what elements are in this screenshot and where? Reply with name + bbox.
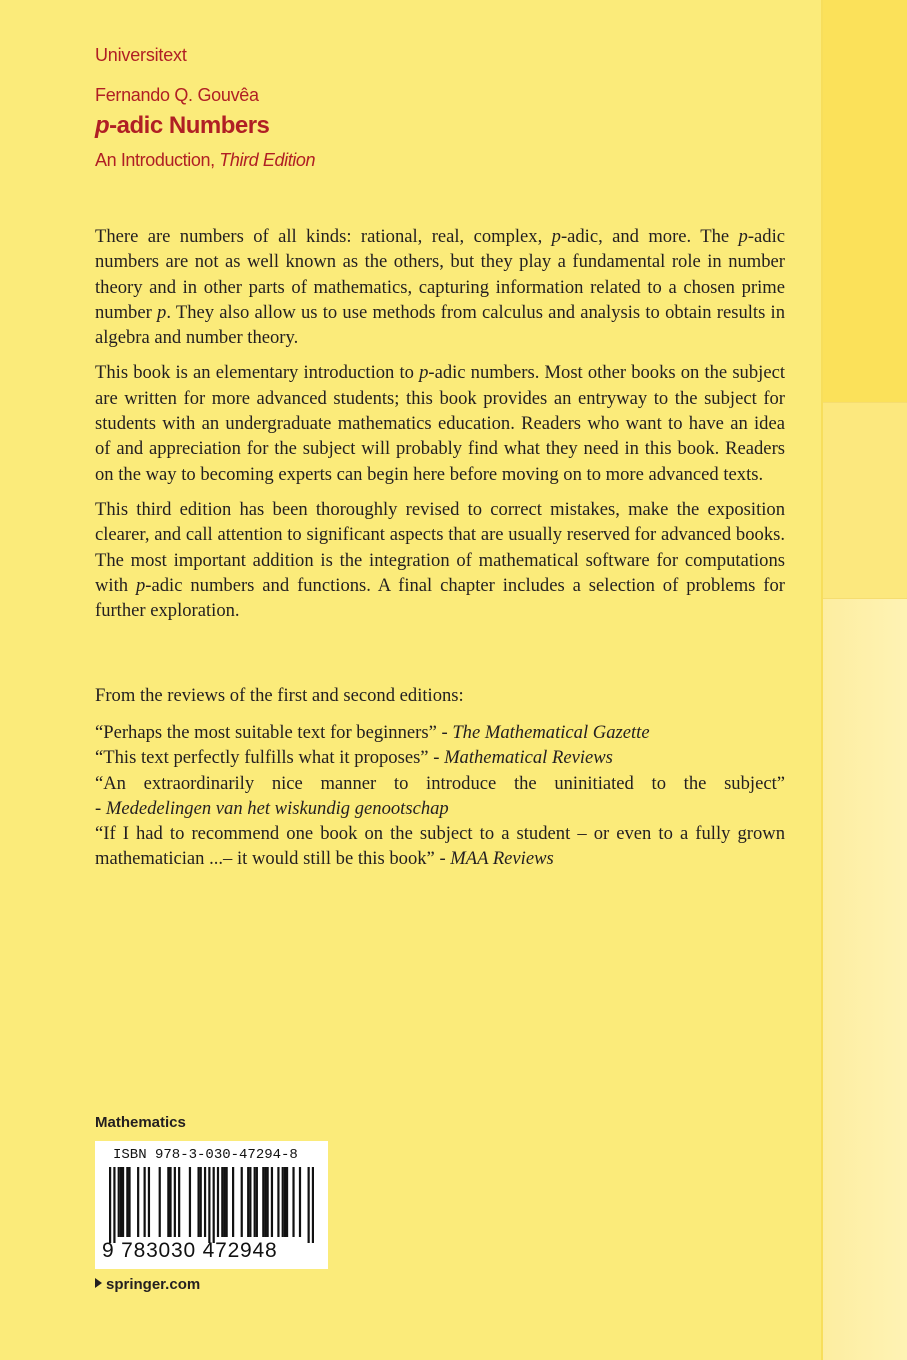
review-source: The Mathematical Gazette: [452, 722, 650, 743]
barcode-bar: [213, 1167, 215, 1243]
review-source: Mathematical Reviews: [444, 747, 613, 769]
text-run: -adic numbers. Most other books on the subject are written for more advanced students; this book provides an entryway to the subject for students with an undergraduate mathematics education. Readers who want to have an idea of and appreciation for the subject will probably find what they need in this book. Readers on the way to becoming experts can begin here before moving on to more advanced texts.: [95, 362, 785, 485]
blurb-paragraph-3: [95, 497, 785, 623]
website-text: springer.com: [106, 1276, 201, 1293]
barcode-bar: [189, 1167, 191, 1237]
italic-run: p: [135, 574, 146, 596]
text-run: -adic, and more. The: [560, 226, 739, 247]
barcode-bar: [254, 1167, 256, 1237]
barcode-bar: [208, 1167, 210, 1243]
title-p: p: [95, 112, 110, 139]
barcode-bar: [174, 1167, 176, 1237]
barcode-bar: [247, 1167, 249, 1237]
text-run: This book is an elementary introduction to: [95, 362, 420, 384]
blurb-paragraph-2: [95, 360, 785, 486]
barcode-bar: [282, 1167, 284, 1237]
barcode-bar: [277, 1167, 279, 1237]
spine-divider: [821, 402, 907, 403]
text-run: -adic numbers and functions. A final chapter includes a selection of problems for further exploration.: [95, 574, 785, 622]
barcode-bar: [204, 1167, 206, 1237]
spine-section-top: [821, 0, 907, 402]
review-1: [95, 720, 785, 745]
barcode-bar: [144, 1167, 146, 1237]
subject-label: Mathematics: [95, 1114, 186, 1131]
barcode-bar: [292, 1167, 294, 1237]
review-quote: mathematician ...– it would still be this book” -: [95, 848, 451, 870]
barcode-bar: [299, 1167, 301, 1237]
barcode-bar: [109, 1167, 111, 1243]
italic-run: p: [551, 226, 561, 247]
barcode-bar: [137, 1167, 139, 1237]
subtitle-edition: Third Edition: [219, 150, 316, 170]
barcode-bar: [178, 1167, 180, 1237]
spine-edge: [821, 0, 823, 1360]
text-run: . They also allow us to use methods from calculus and analysis to obtain results in algebra and number theory.: [95, 301, 785, 349]
barcode-bar: [113, 1167, 115, 1243]
barcode-bar: [167, 1167, 169, 1237]
barcode-bar: [256, 1167, 258, 1237]
barcode-bar: [249, 1167, 251, 1237]
barcode-bar: [221, 1167, 223, 1237]
barcode-bar: [267, 1167, 269, 1237]
barcode-bar: [262, 1167, 264, 1237]
italic-run: p: [738, 226, 748, 247]
review-source: MAA Reviews: [450, 848, 554, 870]
barcode-bar: [284, 1167, 286, 1237]
barcode-bar: [197, 1167, 199, 1237]
barcode-bar: [118, 1167, 120, 1237]
barcode-bar: [232, 1167, 234, 1237]
barcode-bar: [169, 1167, 171, 1237]
book-subtitle: [95, 150, 315, 171]
subtitle-main: An Introduction,: [95, 150, 220, 170]
barcode-bar: [226, 1167, 228, 1237]
barcode-bar: [217, 1167, 219, 1237]
review-quote: “Perhaps the most suitable text for beginners” -: [95, 722, 453, 743]
barcode-bar: [122, 1167, 124, 1237]
blurb-paragraph-1: [95, 224, 785, 350]
barcode-bar: [286, 1167, 288, 1237]
italic-run: p: [157, 301, 167, 323]
spine-divider: [821, 598, 907, 599]
barcode-bar: [148, 1167, 150, 1237]
isbn-text: ISBN 978-3-030-47294-8: [113, 1147, 298, 1163]
review-4-quote-line1: “If I had to recommend one book on the subject to a student – or even to a fully grown: [95, 823, 785, 845]
barcode-bar: [223, 1167, 225, 1237]
author-name: Fernando Q. Gouvêa: [95, 85, 259, 105]
text-run: There are numbers of all kinds: rational, real, complex,: [95, 226, 552, 247]
text-run: This third edition has been thoroughly revised to correct mistakes, make the exposition clearer, and call attention to significant aspects that are usually reserved for advanced books. The most important addition is the integration of mathematical software for computations with: [95, 498, 785, 596]
publisher-website[interactable]: [95, 1276, 200, 1293]
ean-number: 9 783030 472948: [102, 1239, 278, 1262]
barcode-bar: [128, 1167, 130, 1237]
text-run: -adic numbers are not as well known as the others, but they play a fundamental role in number theory and in other parts of mathematics, capturing information related to a chosen prime number: [95, 226, 785, 323]
review-3-source: [95, 796, 785, 821]
title-rest: -adic Numbers: [109, 112, 270, 139]
review-4: [95, 846, 785, 871]
barcode-bar: [241, 1167, 243, 1237]
barcode-bar: [264, 1167, 266, 1237]
spine-section-middle: [821, 402, 907, 598]
reviews-list: [95, 720, 785, 872]
reviews-heading: From the reviews of the first and second editions:: [95, 685, 464, 706]
book-title: [95, 112, 269, 140]
arrow-right-icon: [95, 1278, 102, 1288]
barcode-bar: [159, 1167, 161, 1237]
review-3-quote: “An extraordinarily nice manner to introduce the uninitiated to the subject”: [95, 772, 785, 794]
barcode-bar: [120, 1167, 122, 1237]
barcode-bar: [271, 1167, 273, 1237]
review-quote: “This text perfectly fulfills what it proposes” -: [95, 747, 445, 769]
barcode-bar: [126, 1167, 128, 1237]
series-name: Universitext: [95, 45, 187, 65]
spine-band: [821, 0, 907, 1360]
barcode-bar: [200, 1167, 202, 1237]
barcode-icon: [109, 1167, 314, 1245]
blurb: [95, 224, 785, 633]
isbn-barcode: [95, 1141, 328, 1269]
review-2: [95, 745, 785, 770]
italic-run: p: [419, 362, 429, 384]
barcode-bar: [312, 1167, 314, 1243]
review-source: - Mededelingen van het wiskundig genootschap: [95, 797, 449, 819]
spine-section-bottom: [821, 598, 907, 1360]
barcode-bar: [308, 1167, 310, 1243]
